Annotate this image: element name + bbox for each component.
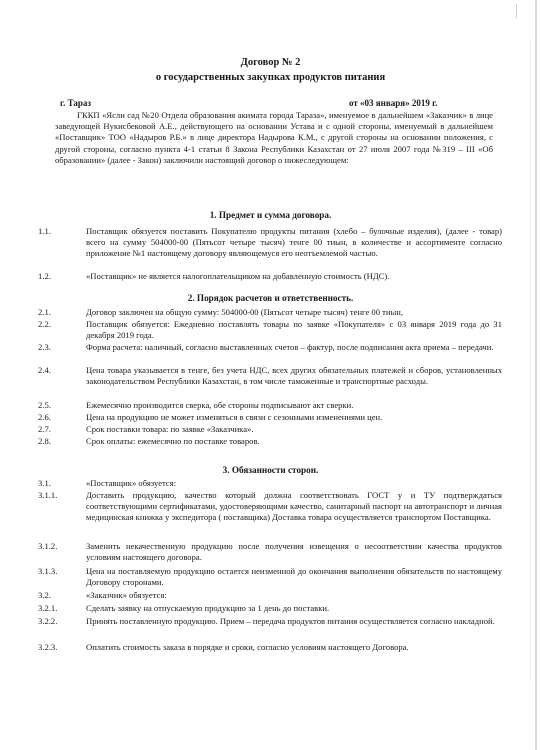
clause-number: 2.2. xyxy=(38,319,51,329)
intro-paragraph: ГККП «Ясли сад №20 Отдела образования акимата города Тараза», именуемое в дальнейшем «Заказчик» в лице заведующей Нукисбековой А.Е., действующего на основании Устава и с одной стороны, именуемый в дальнейшем «Поставщик» ТОО «Надыров Р.Б.» в лице директора Надырова К.М., с другой стороны на основании положения, с другой стороны, согласно пункта 4-1 статьи 8 Закона Республики Казахстан от 27 июля 2007 года №319 – III «Об образовании» (далее - Закон) заключили настоящий договор о нижеследующем: xyxy=(55,110,493,165)
clause-text: Срок поставки товара: по заявке «Заказчика». xyxy=(86,424,254,434)
clause-number: 3.2.1. xyxy=(38,603,58,613)
scan-corner-mark xyxy=(516,4,527,18)
clause-3-1-2 xyxy=(38,541,502,563)
clause-number: 3.1.2. xyxy=(38,541,58,551)
clause-2-6 xyxy=(38,412,502,423)
clause-text: Заменить некачественную продукцию после получения извещения о несоответствии качества продуктов условиям настоящего договора. xyxy=(86,541,502,563)
clause-number: 2.1. xyxy=(38,307,51,317)
clause-text: Поставщик обязуется: Ежедневно поставлять товары по заявке «Покупателя» с 03 января 2019 года до 31 декабря 2019 года. xyxy=(86,319,502,341)
clause-number: 3.1.3. xyxy=(38,566,58,576)
clause-3-2-3 xyxy=(38,642,502,653)
clause-3-1-3 xyxy=(38,566,502,588)
clause-2-8 xyxy=(38,436,502,447)
clause-number: 3.1.1. xyxy=(38,490,58,500)
clause-number: 2.8. xyxy=(38,436,51,446)
section-heading-2: 2. Порядок расчетов и ответственность. xyxy=(187,293,354,303)
clause-2-5 xyxy=(38,400,502,411)
clause-2-2 xyxy=(38,319,502,341)
clause-3-2-2 xyxy=(38,616,502,627)
city: г. Тараз xyxy=(60,98,91,108)
section-heading-3: 3. Обязанности сторон. xyxy=(222,465,319,475)
clause-text: Доставить продукцию, качество который должна соответствовать ГОСТ у и ТУ подтверждаться соответствующими сертификатами, удостоверяющими качество, санитарный паспорт на автотранспорт и личная медицинская книжка у экспедитора ( поставщика) Доставка товара осуществляется транспортом Поставщика. xyxy=(86,490,502,523)
clause-number: 2.3. xyxy=(38,342,51,352)
clause-1-2 xyxy=(38,271,502,282)
clause-number: 3.2.2. xyxy=(38,616,58,626)
clause-text: Цена на продукцию не может изменяться в связи с сезонными изменениями цен. xyxy=(86,412,383,422)
clause-1-1 xyxy=(38,226,502,260)
clause-3-1 xyxy=(38,478,502,489)
clause-text: Форма расчета: наличный, согласно выставленных счетов – фактур, после подписания акта приема – передачи. xyxy=(86,342,494,352)
clause-text: Сделать заявку на отпускаемую продукцию за 1 день до поставки. xyxy=(86,603,330,613)
clause-number: 3.2. xyxy=(38,590,51,600)
clause-text: «Заказчик» обязуется: xyxy=(86,590,167,600)
document-title: Договор № 2 xyxy=(240,57,301,68)
section-heading-1: 1. Предмет и сумма договора. xyxy=(209,210,332,220)
clause-number: 2.5. xyxy=(38,400,51,410)
document-subtitle: о государственных закупках продуктов питания xyxy=(155,72,386,83)
clause-number: 2.6. xyxy=(38,412,51,422)
clause-2-4 xyxy=(38,365,502,387)
clause-text: «Поставщик» не является налогоплательщиком на добавленную стоимость (НДС). xyxy=(86,271,390,281)
clause-text: Поставщик обязуется поставить Покупателю продукты питания (хлебо – булочные изделия), (далее - товар) всего на сумму 504000-00 (Пятьсот четыре тысяч) тенге 00 тиын, в количестве и ассортименте согласно приложение №1 настоящему договору являющемуся его неотъемлемой частью. xyxy=(86,226,502,259)
clause-text: «Поставщик» обязуется: xyxy=(86,478,177,488)
clause-3-1-1 xyxy=(38,490,502,524)
clause-number: 3.2.3. xyxy=(38,642,58,652)
clause-2-3 xyxy=(38,342,502,353)
clause-number: 1.2. xyxy=(38,271,51,281)
clause-text: Цена на поставляемую продукцию остается неизменной до окончания выполнения обязательств по настоящему Договору сторонами. xyxy=(86,566,502,588)
clause-text: Ежемесячно производится сверка, обе стороны подписывают акт сверки. xyxy=(86,400,354,410)
clause-text: Цена товара указывается в тенге, без учета НДС, всех других обязательных платежей и сборов, установленных законодательством Республики Казахстан, в том числе таможенные и транспортные расходы. xyxy=(86,365,502,387)
clause-number: 1.1. xyxy=(38,226,51,236)
contract-date: от «03 января» 2019 г. xyxy=(349,98,438,108)
clause-number: 2.4. xyxy=(38,365,51,375)
clause-2-7 xyxy=(38,424,502,435)
clause-text: Срок оплаты: ежемесячно по поставке товаров. xyxy=(86,436,260,446)
clause-3-2-1 xyxy=(38,603,502,614)
clause-2-1 xyxy=(38,307,502,318)
clause-text: Договор заключен на общую сумму: 504000-00 (Пятьсот четыре тысяч) тенге 00 тиын, xyxy=(86,307,404,317)
clause-number: 3.1. xyxy=(38,478,51,488)
scan-edge-shadow xyxy=(530,40,531,680)
clause-text: Оплатить стоимость заказа в порядке и сроки, согласно условиям настоящего Договора. xyxy=(86,642,409,652)
scan-edge xyxy=(535,0,537,750)
clause-text: Принять поставленную продукцию. Прием – передача продуктов питания осуществляется согласно накладной. xyxy=(86,616,495,626)
clause-3-2 xyxy=(38,590,502,601)
clause-number: 2.7. xyxy=(38,424,51,434)
